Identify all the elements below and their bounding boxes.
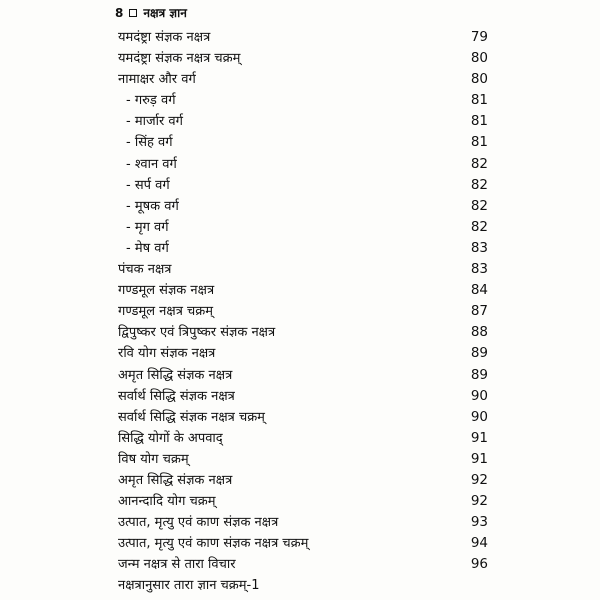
toc-entry-page: 90 [470,387,488,404]
toc-entry-title: सिद्धि योगों के अपवाद् [118,430,223,446]
toc-entry-title: यमदंष्ट्रा संज्ञक नक्षत्र [118,30,211,45]
toc-entry [118,154,488,175]
toc-entry [118,48,488,69]
toc-entry-page: 80 [470,71,488,88]
table-of-contents [118,27,488,597]
toc-entry [118,575,488,596]
toc-entry-title: नक्षत्रानुसार तारा ज्ञान चक्रम्-1 [118,578,260,594]
toc-entry-title: - श्वान वर्ग [126,156,177,172]
header-page-number: 8 [115,5,124,20]
toc-entry [118,386,488,407]
toc-entry-title: सर्वार्थ सिद्धि संज्ञक नक्षत्र चक्रम् [118,409,265,425]
toc-entry-page: 91 [470,429,488,446]
toc-entry-title: - मृग वर्ग [126,219,169,235]
toc-entry [118,322,488,343]
toc-entry [118,512,488,533]
toc-entry-title: यमदंष्ट्रा संज्ञक नक्षत्र चक्रम् [118,51,241,67]
toc-entry-page: 82 [470,176,488,193]
toc-entry [118,343,488,364]
toc-entry [118,90,488,111]
toc-entry-page: 92 [470,471,488,488]
toc-entry-page: 83 [470,239,488,256]
toc-entry-page: 90 [470,408,488,425]
toc-entry [118,175,488,196]
toc-entry-title: उत्पात, मृत्यु एवं काण संज्ञक नक्षत्र चक्रम् [118,536,309,552]
square-bullet-icon [129,9,137,17]
toc-entry-title: उत्पात, मृत्यु एवं काण संज्ञक नक्षत्र [118,515,279,531]
toc-entry-title: - मार्जार वर्ग [126,114,183,130]
toc-entry-title: अमृत सिद्धि संज्ञक नक्षत्र [118,367,233,383]
toc-entry [118,259,488,280]
toc-entry [118,449,488,470]
toc-entry [118,280,488,301]
toc-entry [118,407,488,428]
toc-entry-page: 96 [470,556,488,573]
toc-entry-page: 87 [470,303,488,320]
toc-entry-page: 81 [470,134,488,151]
toc-entry-page: 89 [470,345,488,362]
toc-entry [118,554,488,575]
header-book-title: नक्षत्र ज्ञान [143,6,187,20]
toc-entry-title: द्विपुष्कर एवं त्रिपुष्कर संज्ञक नक्षत्र [118,325,276,341]
toc-entry [118,533,488,554]
toc-entry [118,238,488,259]
toc-entry-title: सर्वार्थ सिद्धि संज्ञक नक्षत्र [118,388,235,404]
toc-entry-title: - मूषक वर्ग [126,198,179,214]
toc-entry-page: 83 [470,261,488,278]
toc-entry-title: नामाक्षर और वर्ग [118,72,196,88]
toc-entry [118,301,488,322]
toc-entry-title: - गरुड़ वर्ग [126,93,176,109]
page-header [115,4,187,21]
toc-entry-page: 91 [470,450,488,467]
toc-entry-title: गण्डमूल संज्ञक नक्षत्र [118,283,215,299]
toc-entry [118,111,488,132]
toc-entry [118,491,488,512]
toc-entry-title: - सिंह वर्ग [126,135,173,151]
toc-entry-title: - मेष वर्ग [126,240,169,256]
toc-entry [118,365,488,386]
toc-entry-page: 92 [470,493,488,510]
toc-entry-page: 82 [470,197,488,214]
toc-entry-page: 82 [470,218,488,235]
toc-entry [118,470,488,491]
toc-entry-page: 88 [470,324,488,341]
toc-entry-title: जन्म नक्षत्र से तारा विचार [118,557,236,573]
toc-entry-title: विष योग चक्रम् [118,451,189,467]
toc-entry [118,196,488,217]
toc-entry-page: 84 [470,282,488,299]
toc-entry-page: 79 [470,29,488,45]
toc-entry-title: - सर्प वर्ग [126,177,170,193]
toc-entry-page: 94 [470,535,488,552]
toc-entry [118,69,488,90]
toc-entry-page: 81 [470,113,488,130]
toc-entry-title: पंचक नक्षत्र [118,262,172,278]
toc-entry-page: 82 [470,155,488,172]
toc-entry-page: 81 [470,92,488,109]
toc-entry-page: 80 [470,50,488,67]
toc-entry-title: रवि योग संज्ञक नक्षत्र [118,346,216,362]
toc-entry-title: अमृत सिद्धि संज्ञक नक्षत्र [118,472,233,488]
toc-entry [118,428,488,449]
toc-entry [118,27,488,48]
toc-entry [118,132,488,153]
toc-entry [118,217,488,238]
toc-entry-title: गण्डमूल नक्षत्र चक्रम् [118,304,214,320]
toc-entry-page: 93 [470,514,488,531]
toc-entry-page: 89 [470,366,488,383]
toc-entry-title: आनन्दादि योग चक्रम् [118,494,216,510]
